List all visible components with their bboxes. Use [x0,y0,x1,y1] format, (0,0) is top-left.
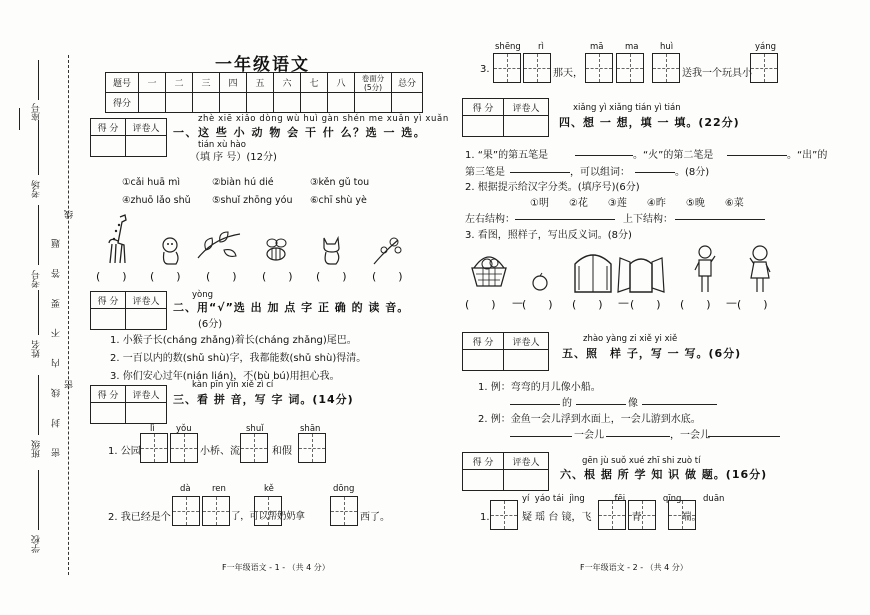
q5-title: 五、照 样 子，写 一 写。(6分) [562,347,742,360]
seal-notice: 密 封 线 内 不 要 答 题 [52,230,62,458]
q4-title: 四、想 一 想，填 一 填。(22分) [559,116,740,129]
q4-line1a: 1. “果”的第五笔是 [465,150,549,161]
writing-grid[interactable] [170,433,198,463]
footer-page-2: F一年级语文 - 2 - （共 4 分） [580,563,688,572]
q4-up-down: 上下结构： [623,214,673,225]
answer-blank[interactable] [515,219,615,220]
pinyin-label: shēng [495,42,521,52]
q3b-num: 3. [480,64,490,75]
pinyin-label: mā [590,42,604,52]
q1-answer-4: ( ) [262,270,293,283]
q5-example-1: 1. 例：弯弯的月儿像小船。 [478,382,601,393]
answer-blank[interactable] [510,436,572,437]
boy-image [694,244,716,294]
exam-no-label: 考号 [32,270,42,288]
pinyin-label: dà [180,484,191,494]
q4-line2: 2. 根据提示给汉字分类。(填序号)(6分) [465,182,640,193]
answer-blank[interactable] [575,155,633,156]
q5-ex2-b: ，一会儿 [670,430,710,441]
pinyin-label: kě [264,484,274,494]
q1-option-4: ④zhuō lǎo shǔ [122,195,191,206]
q6-score-box [462,452,549,491]
q4-line1d: 第三笔是 [465,167,505,178]
q2-pinyin: yòng [192,290,214,300]
q1-answer-6: ( ) [372,270,403,283]
score-label: 得 分 [91,119,126,136]
q4-line1e: ，可以组词： [570,167,630,178]
q4-left-right: 左右结构： [465,214,515,225]
pinyin-label: lì [150,424,155,434]
cell-row2-label: 得分 [106,93,139,113]
cell-paper-score: 卷面分 (5分) [355,73,392,93]
cell-header: 七 [301,73,328,93]
q3-line2-text-2: 了，可以帮奶奶拿 [231,511,305,522]
writing-grid[interactable] [750,53,778,83]
score-label: 得 分 [463,99,504,116]
grader-label: 评卷人 [126,292,167,309]
writing-grid[interactable] [254,496,282,526]
dog-image [158,236,184,266]
q1-option-6: ⑥chī shù yè [310,195,367,206]
q3-pinyin: kàn pīn yīn xiě zì cí [192,380,274,390]
q4-dash-1: — [512,296,523,309]
q4-antonym-2a: ( ) [572,298,603,311]
q4-line1b: 。“火”的第二笔是 [633,150,714,161]
answer-blank[interactable] [708,436,780,437]
q2-title: 二、用“√”选 出 加 点 字 正 确 的 读 音。 [173,301,410,314]
q4-antonym-2b: ( ) [630,298,661,311]
q1-answer-2: ( ) [150,270,181,283]
cell-header: 一 [139,73,166,93]
cat-image [318,234,346,266]
footer-page-1: F一年级语文 - 1 - （共 4 分） [222,563,330,572]
writing-grid[interactable] [490,500,518,530]
cell-header: 四 [220,73,247,93]
q4-dash-3: — [726,296,737,309]
q4-line1c: 。“出”的 [787,150,828,161]
q3-line1-text-3: 和假 [272,446,292,457]
q1-sub-pinyin: tián xù hào [198,140,246,150]
class-label: 班级 [32,440,42,458]
pinyin-label: yáng [755,42,777,52]
school-label: 学校 [32,535,42,553]
q3b-text-1: 那天， [553,68,583,79]
writing-grid[interactable] [493,53,521,83]
q2-points: (6分) [198,319,223,330]
score-label: 得 分 [91,386,126,403]
q1-answer-3: ( ) [206,270,237,283]
q5-pinyin: zhào yàng zi xiě yi xiě [583,334,678,344]
score-label: 得 分 [463,453,504,470]
writing-grid[interactable] [652,53,680,83]
q1-score-box [90,118,167,157]
cell-header: 五 [247,73,274,93]
pinyin-label: rì [538,42,544,52]
q3-score-box [90,385,167,424]
flower-branch-image [370,234,404,266]
answer-blank[interactable] [510,172,570,173]
q6-line1-pinyin: yí yáo tái jìng fēi qīng duān [522,494,725,504]
answer-blank[interactable] [635,172,675,173]
q2-score-box [90,291,167,330]
writing-grid[interactable] [616,53,644,83]
grader-label: 评卷人 [504,99,549,116]
pinyin-label: ma [625,42,639,52]
line-mark: 线 [65,210,75,219]
writing-grid[interactable] [240,433,268,463]
q1-option-1: ①cǎi huā mì [122,177,180,188]
q1-title: 一、这 些 小 动 物 会 干 什 么？选 一 选。 [173,126,427,139]
writing-grid[interactable] [330,496,358,526]
q3-line2-text-1: 2. 我已经是个 [108,512,171,523]
q3-title: 三、看 拼 音，写 字 词。(14分) [173,393,354,406]
answer-blank[interactable] [675,219,765,220]
q5-score-box [462,332,549,371]
seat-label: 座号 [32,103,42,121]
caterpillar-leaf-image [194,228,244,264]
cell-header: 三 [193,73,220,93]
grader-label: 评卷人 [126,119,167,136]
q4-chars: ①明 ②花 ③莲 ④昨 ⑤晚 ⑥菜 [530,198,744,209]
q1-option-5: ⑤shuǐ zhōng yóu [212,195,293,206]
q4-antonym-3b: ( ) [737,298,768,311]
q3-line1-text-2: 小桥、流 [200,446,240,457]
apple-image [530,272,550,292]
q1-pinyin: zhè xiē xiǎo dòng wù huì gàn shén me xuǎn yì xuǎn [198,114,449,124]
cell-header: 八 [328,73,355,93]
answer-blank[interactable] [606,436,670,437]
exam-room-label: 考场 [32,180,42,198]
q5-ex1-xiang: 像 [628,398,638,409]
writing-grid[interactable] [523,53,551,83]
q4-pinyin: xiǎng yì xiǎng tián yì tián [573,103,681,113]
q2-item-3: 3. 你们安心过年(nián lián)，不(bù bú)用担心我。 [110,371,340,382]
cell-header: 题号 [106,73,139,93]
writing-grid[interactable] [172,496,200,526]
cell-header: 六 [274,73,301,93]
pinyin-label: dōng [333,484,355,494]
writing-grid[interactable] [140,433,168,463]
basket-image [468,250,510,290]
answer-blank[interactable] [642,404,717,405]
q6-title: 六、根 据 所 学 知 识 做 题。(16分) [560,468,768,481]
girl-image [748,244,772,294]
q5-ex1-de: 的 [562,398,572,409]
score-table [105,72,423,113]
writing-grid[interactable] [585,53,613,83]
writing-grid[interactable] [628,500,656,530]
grader-label: 评卷人 [504,453,549,470]
grader-label: 评卷人 [504,333,549,350]
q4-dash-2: — [618,296,629,309]
pinyin-label: huì [660,42,674,52]
q5-example-2: 2. 例：金鱼一会儿浮到水面上，一会儿游到水底。 [478,414,701,425]
q1-option-3: ③kěn gǔ tou [310,177,370,188]
answer-blank[interactable] [576,404,626,405]
seal-mark: 密 [65,380,75,389]
pinyin-label: shān [300,424,321,434]
pinyin-label: ren [212,484,226,494]
q5-ex2-a: 一会儿 [574,430,604,441]
cell-header: 二 [166,73,193,93]
name-label: 姓名 [32,340,42,358]
q4-antonym-3a: ( ) [680,298,711,311]
pinyin-label: yǒu [176,424,192,434]
answer-blank[interactable] [727,155,787,156]
writing-grid[interactable] [668,500,696,530]
writing-grid[interactable] [598,500,626,530]
score-label: 得 分 [91,292,126,309]
q1-answer-1: ( ) [96,270,127,283]
q6-pinyin: gēn jù suǒ xué zhī shi zuò tí [582,456,701,466]
writing-grid[interactable] [202,496,230,526]
q1-option-2: ②biàn hú dié [212,177,274,188]
cell-header: 总分 [392,73,423,93]
q3-line2-text-3: 西了。 [360,512,390,523]
grader-label: 评卷人 [126,386,167,403]
bee-image [258,236,294,266]
closed-window-image [572,250,614,294]
q6-line1-text: 疑 瑶 台 镜，飞 青 端。 [522,512,702,523]
writing-grid[interactable] [298,433,326,463]
score-label: 得 分 [463,333,504,350]
q3-line1-text-1: 1. 公园 [108,446,141,457]
q2-item-1: 1. 小猴子长(cháng zhǎng)着长(cháng zhǎng)尾巴。 [110,335,357,346]
q4-antonym-1b: ( ) [522,298,553,311]
q4-line1f: 。(8分) [675,167,710,178]
pinyin-label: shuǐ [246,424,264,434]
q4-antonym-1a: ( ) [465,298,496,311]
answer-blank[interactable] [510,404,560,405]
open-window-image [616,250,666,294]
q1-sub: （填 序 号）(12分) [190,152,277,163]
giraffe-image [98,213,134,265]
q1-answer-5: ( ) [316,270,347,283]
q4-score-box [462,98,549,137]
q6-line1-num: 1. [480,512,490,523]
q3b-text-2: 送我一个玩具小 [682,68,752,79]
q2-item-2: 2. 一百以内的数(shǔ shù)字，我都能数(shǔ shù)得清。 [110,353,367,364]
q4-line3: 3. 看图，照样子，写出反义词。(8分) [465,230,632,241]
page-title: 一年级语文 [215,55,310,75]
